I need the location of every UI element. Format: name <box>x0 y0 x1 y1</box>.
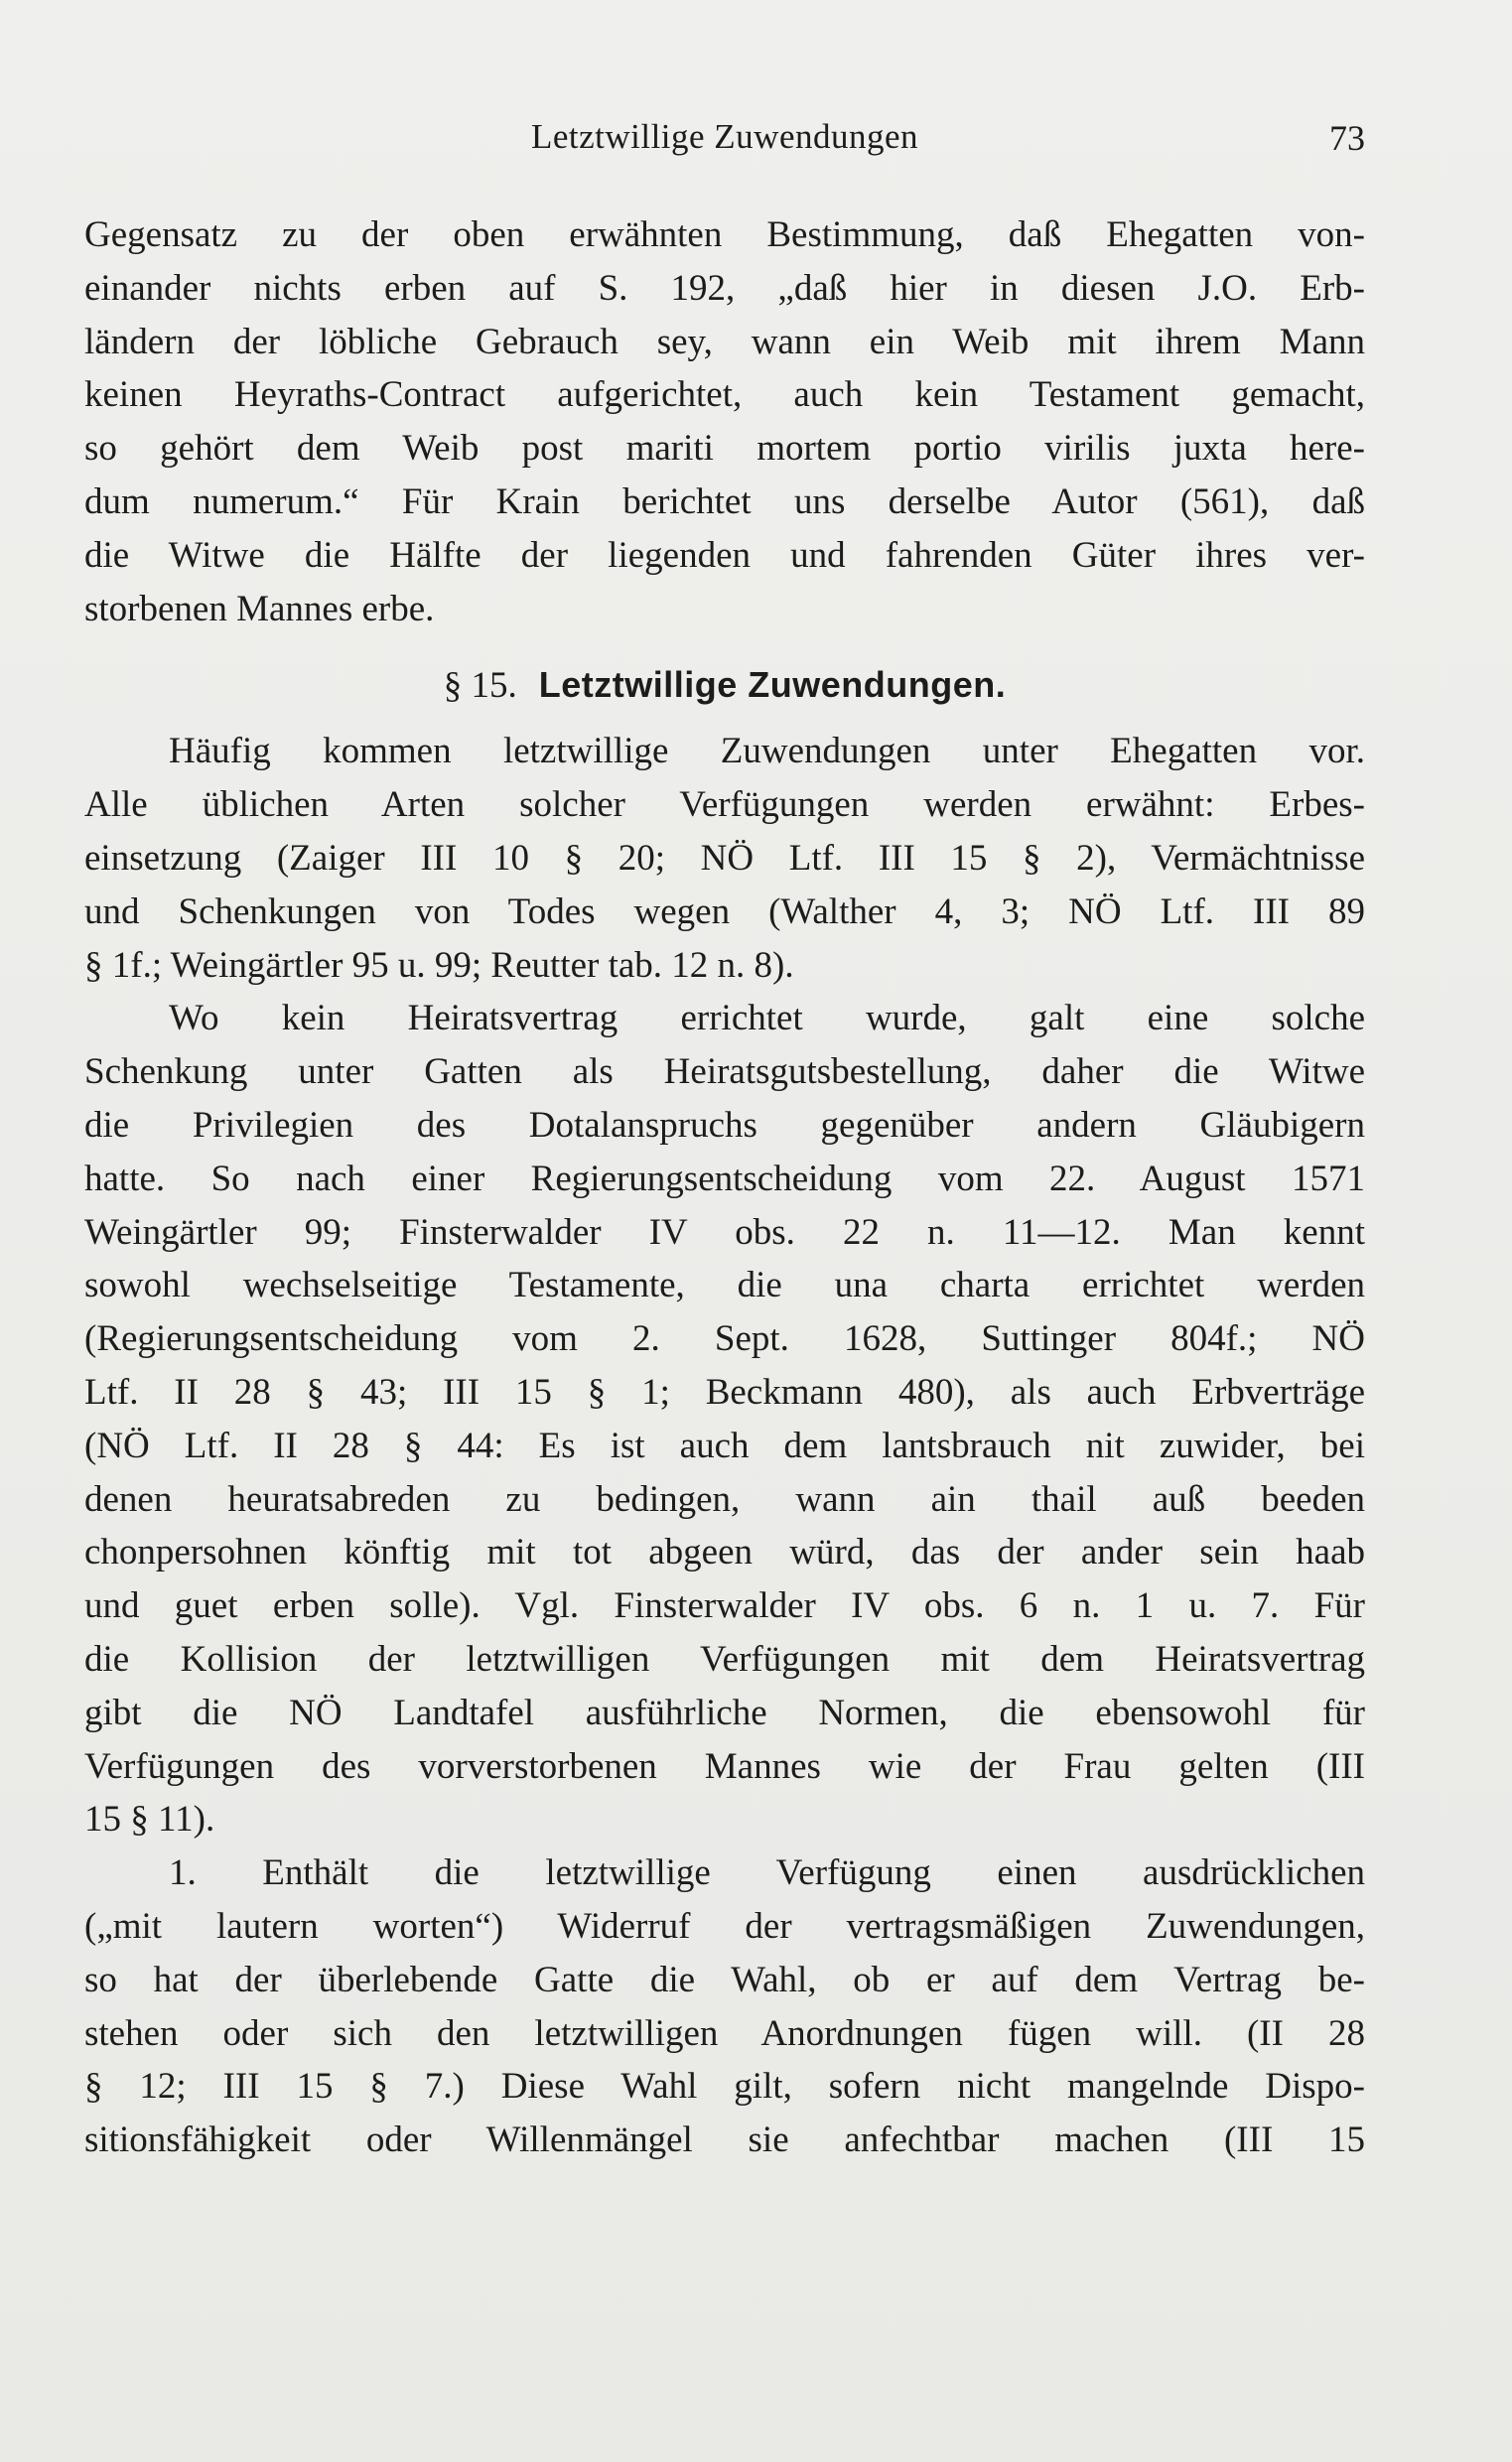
page-number: 73 <box>1329 118 1365 158</box>
text-line: Wo kein Heiratsvertrag errichtet wurde, galt eine solche <box>169 998 1365 1039</box>
text-line: 15 § 11). <box>84 1799 215 1841</box>
paragraph-4 <box>84 1846 1365 2167</box>
paragraph-3 <box>84 992 1365 1846</box>
text-line: ländern der löbliche Gebrauch sey, wann ein Weib mit ihrem Mann <box>84 321 1365 362</box>
text-line: Verfügungen des vorverstorbenen Mannes wie der Frau gelten (III <box>84 1745 1365 1787</box>
section-heading <box>84 645 1365 725</box>
section-title: Letztwillige Zuwendungen. <box>538 664 1007 706</box>
text-line: einander nichts erben auf S. 192, „daß hier in diesen J.O. Erb- <box>84 267 1365 309</box>
text-line: dum numerum.“ Für Krain berichtet uns derselbe Autor (561), daß <box>84 480 1365 522</box>
text-line: keinen Heyraths-Contract aufgerichtet, auch kein Testament gemacht, <box>84 374 1365 416</box>
text-line: (Regierungsentscheidung vom 2. Sept. 1628, Suttinger 804f.; NÖ <box>84 1318 1365 1360</box>
text-line: (NÖ Ltf. II 28 § 44: Es ist auch dem lantsbrauch nit zuwider, bei <box>84 1425 1365 1466</box>
text-line: Ltf. II 28 § 43; III 15 § 1; Beckmann 480), als auch Erbverträge <box>84 1371 1365 1413</box>
text-line: § 12; III 15 § 7.) Diese Wahl gilt, sofern nicht mangelnde Dispo- <box>84 2066 1365 2108</box>
text-line: sitionsfähigkeit oder Willenmängel sie anfechtbar machen (III 15 <box>84 2120 1365 2161</box>
text-line: und guet erben solle). Vgl. Finsterwalder IV obs. 6 n. 1 u. 7. Für <box>84 1585 1365 1627</box>
text-line: die Privilegien des Dotalanspruchs gegenüber andern Gläubigern <box>84 1104 1365 1146</box>
text-line: und Schenkungen von Todes wegen (Walther 4, 3; NÖ Ltf. III 89 <box>84 890 1365 932</box>
running-title: Letztwillige Zuwendungen <box>530 117 919 156</box>
text-line: Schenkung unter Gatten als Heiratsgutsbestellung, daher die Witwe <box>84 1051 1365 1093</box>
text-line: Alle üblichen Arten solcher Verfügungen werden erwähnt: Erbes- <box>84 784 1365 826</box>
text-line: so gehört dem Weib post mariti mortem portio virilis juxta here- <box>84 428 1365 470</box>
text-line: sowohl wechselseitige Testamente, die una charta errichtet werden <box>84 1265 1365 1306</box>
text-line: stehen oder sich den letztwilligen Anordnungen fügen will. (II 28 <box>84 2012 1365 2054</box>
text-line: denen heuratsabreden zu bedingen, wann ain thail auß beeden <box>84 1478 1365 1520</box>
text-line: gibt die NÖ Landtafel ausführliche Normen, die ebensowohl für <box>84 1692 1365 1733</box>
text-line: 1. Enthält die letztwillige Verfügung einen ausdrücklichen <box>169 1852 1365 1894</box>
text-line: die Kollision der letztwilligen Verfügungen mit dem Heiratsvertrag <box>84 1638 1365 1680</box>
body-text <box>84 208 1365 2167</box>
text-line: die Witwe die Hälfte der liegenden und fahrenden Güter ihres ver- <box>84 534 1365 576</box>
text-line: chonpersohnen könftig mit tot abgeen würd, das der ander sein haab <box>84 1532 1365 1573</box>
paragraph-2 <box>84 725 1365 992</box>
paragraph-1 <box>84 208 1365 635</box>
text-line: storbenen Mannes erbe. <box>84 588 435 629</box>
text-line: Gegensatz zu der oben erwähnten Bestimmung, daß Ehegatten von- <box>84 214 1365 255</box>
text-line: hatte. So nach einer Regierungsentscheidung vom 22. August 1571 <box>84 1158 1365 1199</box>
text-line: („mit lautern worten“) Widerruf der vertragsmäßigen Zuwendungen, <box>84 1905 1365 1947</box>
section-number: § 15. <box>443 665 517 707</box>
text-line: so hat der überlebende Gatte die Wahl, ob er auf dem Vertrag be- <box>84 1959 1365 2000</box>
text-line: § 1f.; Weingärtler 95 u. 99; Reutter tab. 12 n. 8). <box>84 944 794 986</box>
text-line: Weingärtler 99; Finsterwalder IV obs. 22 n. 11—12. Man kennt <box>84 1211 1365 1253</box>
text-line: einsetzung (Zaiger III 10 § 20; NÖ Ltf. III 15 § 2), Vermächtnisse <box>84 837 1365 879</box>
page-header <box>84 117 1365 167</box>
text-line: Häufig kommen letztwillige Zuwendungen unter Ehegatten vor. <box>169 731 1365 772</box>
